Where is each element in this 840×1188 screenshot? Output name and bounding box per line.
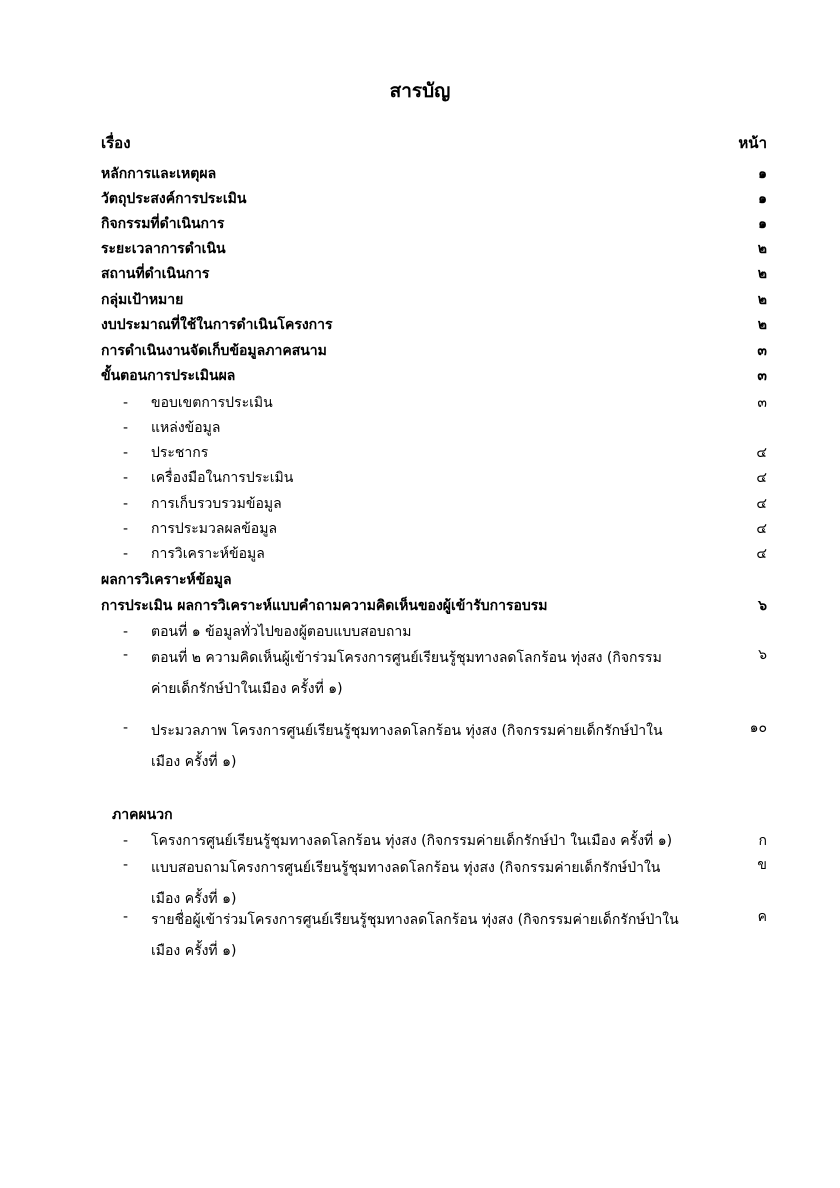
toc-entry-page: ๓ (757, 368, 767, 384)
toc-subentry-text: ประมวลภาพ โครงการศูนย์เรียนรู้ชุมทางลดโลกร้อน ทุ่งสง (กิจกรรมค่ายเด็กรักษ์ป่าในเมือง ครั้งที่ ๑) (151, 723, 663, 770)
toc-subentry-page: ๔ (756, 496, 767, 512)
appendix-item-text: รายชื่อผู้เข้าร่วมโครงการศูนย์เรียนรู้ชุมทางลดโลกร้อน ทุ่งสง (กิจกรรมค่ายเด็กรักษ์ป่าในเมือง ครั้งที่ ๑) (151, 912, 679, 959)
toc-entry-text: สถานที่ดำเนินการ (101, 266, 210, 282)
toc-entry-text: การดำเนินงานจัดเก็บข้อมูลภาคสนาม (101, 343, 327, 359)
toc-section-heading (101, 568, 767, 593)
toc-entry-page: ๒ (757, 317, 767, 333)
dash-marker: - (123, 395, 129, 411)
toc-subentry (123, 466, 767, 491)
dash-marker: - (123, 420, 129, 436)
toc-subentry (123, 620, 767, 645)
column-header-topic: เรื่อง (101, 134, 131, 152)
toc-subentry-text: เครื่องมือในการประเมิน (151, 470, 294, 486)
toc-entry-page: ๒ (757, 241, 767, 257)
dash-marker: - (123, 720, 129, 736)
page-title: สารบัญ (389, 80, 451, 102)
toc-subentry-page: ๔ (756, 470, 767, 486)
toc-entry-text: ขั้นตอนการประเมินผล (101, 368, 236, 384)
toc-entry (101, 212, 767, 237)
dash-marker: - (123, 521, 129, 537)
toc-entry (101, 288, 767, 313)
toc-subentry-text: การประมวลผลข้อมูล (151, 521, 278, 537)
toc-subentry (123, 441, 767, 466)
dash-marker: - (123, 833, 129, 849)
dash-marker: - (123, 445, 129, 461)
toc-entry (101, 237, 767, 262)
toc-subentry-text: การเก็บรวบรวมข้อมูล (151, 496, 282, 512)
toc-entry-page: ๖ (758, 598, 767, 614)
toc-entry (101, 187, 767, 212)
toc-subentry-text: ประชากร (151, 445, 209, 461)
toc-subentry-page: ๔ (756, 521, 767, 537)
appendix-item-text: โครงการศูนย์เรียนรู้ชุมทางลดโลกร้อน ทุ่งสง (กิจกรรมค่ายเด็กรักษ์ป่า ในเมือง ครั้งที่ ๑) (151, 833, 673, 849)
toc-entry-page: ๒ (757, 292, 767, 308)
column-header-page: หน้า (738, 134, 767, 152)
toc-entry-text: หลักการและเหตุผล (101, 166, 217, 182)
appendix-item-page: ค (757, 909, 767, 925)
toc-entry (101, 313, 767, 338)
toc-entry-page: ๑ (758, 166, 767, 182)
toc-subentry-text: ตอนที่ ๑ ข้อมูลทั่วไปของผู้ตอบแบบสอบถาม (151, 624, 412, 640)
toc-entry-text: ผลการวิเคราะห์ข้อมูล (101, 572, 232, 588)
toc-subentry (123, 416, 767, 441)
appendix-item (123, 905, 767, 967)
toc-subentry-page: ๓ (757, 395, 767, 411)
toc-subentry-page: ๖ (758, 647, 767, 663)
toc-entry-page: ๑ (758, 191, 767, 207)
dash-marker: - (123, 624, 129, 640)
toc-entry-text: กิจกรรมที่ดำเนินการ (101, 216, 225, 232)
toc-subentry-text: ตอนที่ ๒ ความคิดเห็นผู้เข้าร่วมโครงการศูนย์เรียนรู้ชุมทางลดโลกร้อน ทุ่งสง (กิจกรรมค่ายเด็กรักษ์ป่าในเมือง ครั้งที่ ๑) (151, 650, 662, 697)
dash-marker: - (123, 496, 129, 512)
toc-subentry (123, 517, 767, 542)
toc-subentry (123, 643, 767, 705)
toc-entry (101, 364, 767, 389)
toc-entry-page: ๒ (757, 266, 767, 282)
toc-entry-page: ๑ (758, 216, 767, 232)
toc-entry-text: ระยะเวลาการดำเนิน (101, 241, 226, 257)
appendix-item-page: ข (757, 857, 767, 873)
toc-subentry-page: ๔ (756, 546, 767, 562)
toc-entry (101, 339, 767, 364)
toc-entry-text: การประเมิน ผลการวิเคราะห์แบบคำถามความคิดเห็นของผู้เข้ารับการอบรม (101, 598, 548, 614)
dash-marker: - (123, 909, 129, 925)
dash-marker: - (123, 647, 129, 663)
toc-subentry (123, 492, 767, 517)
toc-subentry-text: การวิเคราะห์ข้อมูล (151, 546, 265, 562)
appendix-item (123, 829, 767, 854)
toc-entry (101, 162, 767, 187)
toc-entry (101, 594, 767, 619)
toc-entry (101, 262, 767, 287)
dash-marker: - (123, 857, 129, 873)
toc-subentry (123, 391, 767, 416)
dash-marker: - (123, 470, 129, 486)
toc-subentry-text: ขอบเขตการประเมิน (151, 395, 273, 411)
appendix-item-page: ก (758, 833, 767, 849)
toc-subentry (123, 716, 767, 778)
toc-subentry (123, 542, 767, 567)
appendix-item-text: แบบสอบถามโครงการศูนย์เรียนรู้ชุมทางลดโลกร้อน ทุ่งสง (กิจกรรมค่ายเด็กรักษ์ป่าในเมือง ครั้งที่ ๑) (151, 860, 661, 907)
toc-subentry-page: ๑๐ (749, 720, 767, 736)
toc-subentry-text: แหล่งข้อมูล (151, 420, 221, 436)
toc-entry-text: กลุ่มเป้าหมาย (101, 292, 184, 308)
toc-subentry-page: ๔ (756, 445, 767, 461)
toc-entry-text: งบประมาณที่ใช้ในการดำเนินโครงการ (101, 317, 333, 333)
toc-entry-page: ๓ (757, 343, 767, 359)
toc-entry-text: วัตถุประสงค์การประเมิน (101, 191, 247, 207)
dash-marker: - (123, 546, 129, 562)
appendix-heading: ภาคผนวก (112, 807, 173, 823)
